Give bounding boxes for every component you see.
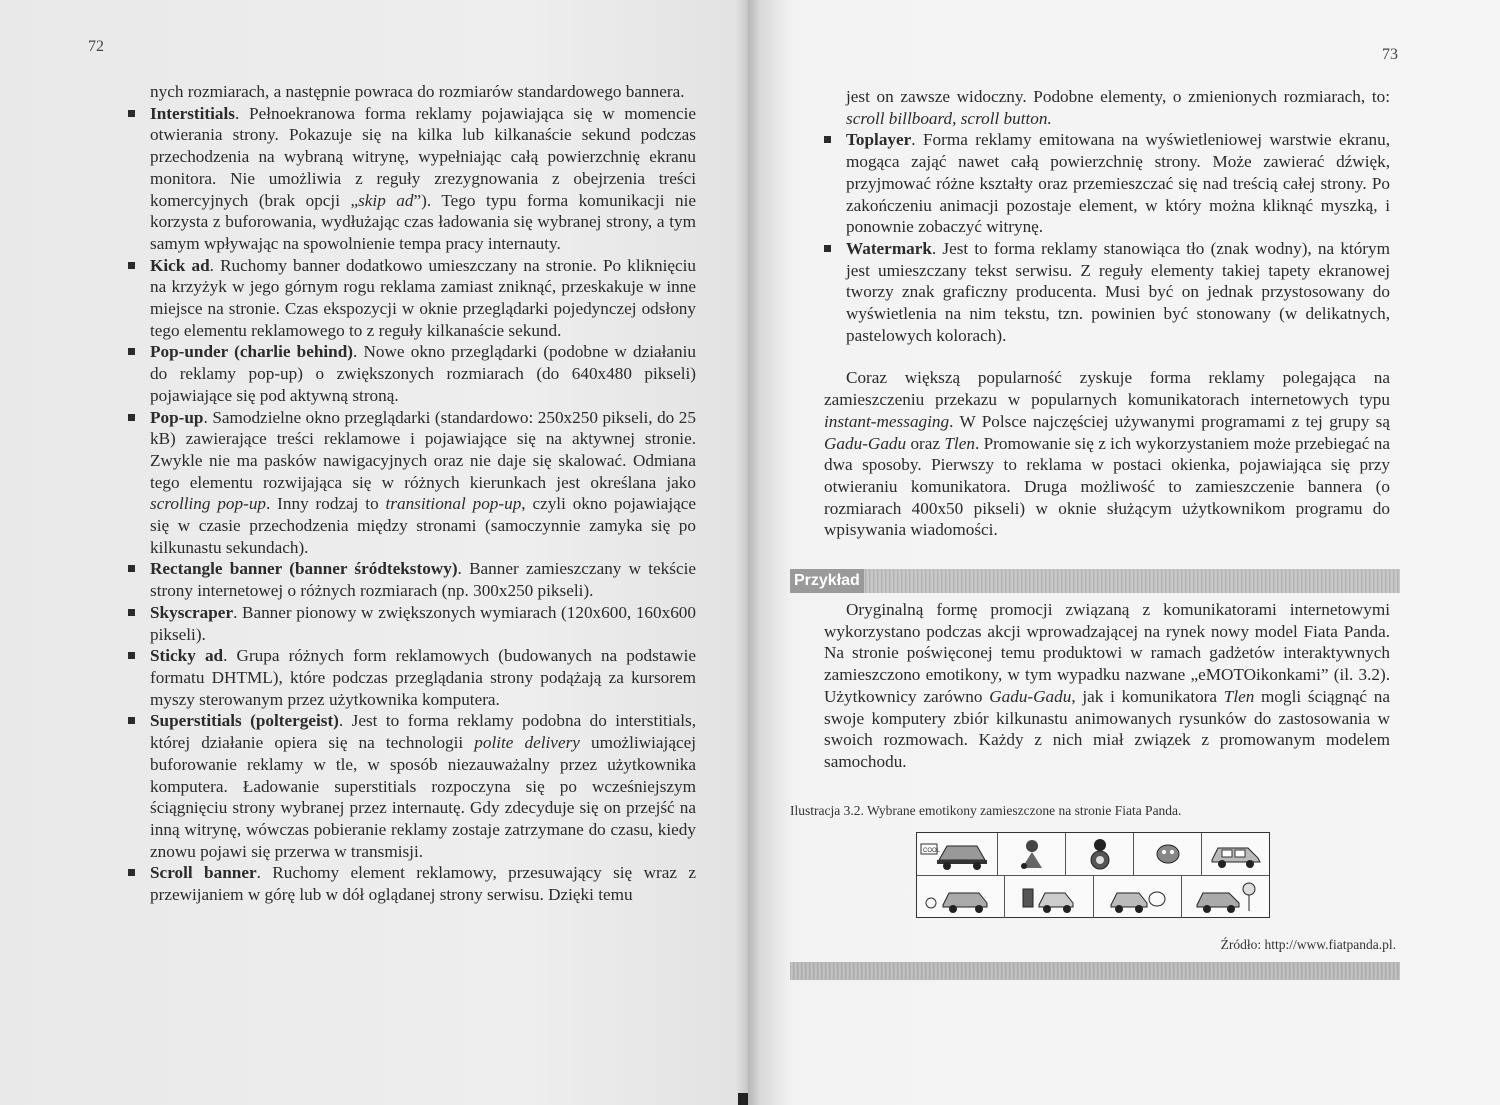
bullet-square-icon xyxy=(128,652,135,659)
list-item-rectangle-banner: Rectangle banner (banner śródtekstowy). Banner zamieszczany w tekście strony internetowej o różnych rozmiarach (np. 300x250 pikseli). xyxy=(128,558,696,601)
page-number-right: 73 xyxy=(1382,46,1398,63)
intro-continuation: nych rozmiarach, a następnie powraca do rozmiarów standardowego bannera. xyxy=(150,82,685,101)
car-with-sign-icon xyxy=(1182,876,1269,918)
car-with-bubble-icon xyxy=(1094,876,1182,918)
messenger-paragraph: Coraz większą popularność zyskuje forma reklamy polegająca na zamieszczeniu przekazu w popularnych komunikatorach internetowych typu instant-messaging. W Polsce najczęściej używanymi programami z tej grupy są Gadu-Gadu oraz Tlen. Promowanie się z ich wykorzystaniem może przebiegać na dwa sposoby. Pierwszy to reklama w postaci okienka, pojawiająca się przy otwieraniu komunikatora. Druga możliwość to zamieszczenie bannera (o rozmiarach 400x50 pikseli) w oknie służącym użytkownikom programu do wpisywania wiadomości. xyxy=(824,368,1390,540)
list-item-skyscraper: Skyscraper. Banner pionowy w zwiększonych wymiarach (120x600, 160x600 pikseli). xyxy=(128,602,696,645)
svg-text:COOL: COOL xyxy=(923,848,941,854)
car-with-mouse-icon xyxy=(917,876,1005,918)
list-item-toplayer: Toplayer. Forma reklamy emitowana na wyświetleniowej warstwie ekranu, mogąca zająć nawet całą powierzchnię strony. Może zawierać dźwięk, przyjmować różne kształty oraz przemieszczać się nad treścią całej strony. Po zakończeniu animacji pozostaje element, w który można kliknąć myszką, i ponownie zobaczyć witrynę. xyxy=(824,129,1390,238)
car-on-trailer-icon xyxy=(917,833,998,875)
character-with-tire-icon xyxy=(1066,833,1134,875)
figure-source: Źródło: http://www.fiatpanda.pl. xyxy=(1220,937,1396,952)
bullet-square-icon xyxy=(128,869,135,876)
example-footer-bar xyxy=(790,962,1400,980)
bullet-square-icon xyxy=(128,348,135,355)
bullet-square-icon xyxy=(128,110,135,117)
bullet-square-icon xyxy=(824,136,831,143)
bullet-square-icon xyxy=(128,414,135,421)
list-item-pop-up: Pop-up. Samodzielne okno przeglądarki (standardowo: 250x250 pikseli, do 25 kB) zawierające treści reklamowe i pojawiające się na aktywnej stronie. Zwykle nie ma pasków nawigacyjnych oraz nie daje się skalować. Odmiana tego elementu rozwijająca się w różnych kierunkach jest określana jako scrolling pop-up. Inny rodzaj to transitional pop-up, czyli okno pojawiające się w czasie przechodzenia między stronami (samoczynnie zamyka się po kilkunastu sekundach). xyxy=(128,407,696,559)
right-page-text xyxy=(824,86,1390,541)
bullet-square-icon xyxy=(128,262,135,269)
list-item-pop-under: Pop-under (charlie behind). Nowe okno przeglądarki (podobne w działaniu do reklamy pop-up) o zwiększonych rozmiarach (do 640x480 pikseli) pojawiające się pod aktywną stroną. xyxy=(128,341,696,406)
book-gutter xyxy=(736,0,760,1105)
left-page xyxy=(0,0,748,1105)
list-item-scroll-banner: Scroll banner. Ruchomy element reklamowy, przesuwający się wraz z przewijaniem w górę lub w dół oglądanej strony serwisu. Dzięki temu xyxy=(128,862,696,905)
example-header-bar xyxy=(790,569,1400,593)
figure-caption: Ilustracja 3.2. Wybrane emotikony zamieszczone na stronie Fiata Panda. xyxy=(790,803,1182,818)
bullet-square-icon xyxy=(128,717,135,724)
bullet-square-icon xyxy=(128,609,135,616)
bullet-square-icon xyxy=(128,565,135,572)
list-item-superstitials: Superstitials (poltergeist). Jest to forma reklamy podobna do interstitials, której działanie opiera się na technologii polite delivery umożliwiającej buforowanie reklamy w tle, w sposób niezauważalny przez użytkownika komputera. Ładowanie superstitials rozpoczyna się po wcześniejszym ściągnięciu strony wybranej przez internautę. Gdy zdecyduje się on przejść na inną witrynę, wówczas pobieranie reklamy zostaje zatrzymane do czasu, kiedy znowu pojawi się przerwa w transmisji. xyxy=(128,710,696,862)
list-item-watermark: Watermark. Jest to forma reklamy stanowiąca tło (znak wodny), na którym jest umieszczany tekst serwisu. Z reguły elementy takiej tapety ekranowej tworzy znak graficzny producenta. Musi być on jednak przystosowany do wyświetlenia na nim tekstu, tzn. powinien być stonowany (w delikatnych, pastelowych kolorach). xyxy=(824,238,1390,347)
list-item-interstitials: Interstitials. Pełnoekranowa forma reklamy pojawiająca się w momencie otwierania strony. Pokazuje się na kilka lub kilkanaście sekund podczas przechodzenia na wybraną witrynę, wypełniając całą powierzchnię ekranu monitora. Nie umożliwia z reguły zrezygnowania z obejrzenia treści komercyjnych (brak opcji „skip ad”). Tego typu forma komunikacji nie korzysta z buforowania, wydłużając czas ładowania się wybranej strony, a tym samym wpływając na spowolnienie tempa pracy internauty. xyxy=(128,103,696,255)
emoticon-figure xyxy=(916,832,1270,918)
binding-mark xyxy=(738,1093,748,1105)
bullet-square-icon xyxy=(824,245,831,252)
page-number-left: 72 xyxy=(88,38,104,55)
left-page-text xyxy=(128,81,696,906)
example-label: Przykład xyxy=(790,569,864,593)
car-icon xyxy=(1202,833,1269,875)
scroll-banner-continuation: jest on zawsze widoczny. Podobne elementy, o zmienionych rozmiarach, to: scroll billboard, scroll button. xyxy=(846,87,1390,128)
face-icon xyxy=(1134,833,1202,875)
list-item-kick-ad: Kick ad. Ruchomy banner dodatkowo umieszczany na stronie. Po kliknięciu na krzyżyk w jego górnym rogu reklama zamiast zniknąć, przeskakuje w inne miejsce na stronie. Czas ekspozycji w oknie przeglądarki pojedynczej odsłony tego elementu reklamowego to z reguły kilkanaście sekund. xyxy=(128,255,696,342)
example-paragraph: Oryginalną formę promocji związaną z komunikatorami internetowymi wykorzystano podczas akcji wprowadzającej na rynek nowy model Fiata Panda. Na stronie poświęconej temu produktowi w ramach gadżetów interaktywnych zamieszczono emotikony, w tym wypadku nazwane „eMOTOikonkami” (il. 3.2). Użytkownicy zarówno Gadu-Gadu, jak i komunikatora Tlen mogli ściągnąć na swoje komputery zbiór kilkunastu animowanych rysunków do zastosowania w swoich rozmowach. Każdy z nich miał związek z promowanym modelem samochodu. xyxy=(824,600,1390,771)
car-at-pump-icon xyxy=(1005,876,1093,918)
character-with-cone-icon xyxy=(998,833,1066,875)
list-item-sticky-ad: Sticky ad. Grupa różnych form reklamowych (budowanych na podstawie formatu DHTML), które podczas przeglądania strony podążają za kursorem myszy sterowanym przez użytkownika komputera. xyxy=(128,645,696,710)
right-page xyxy=(748,0,1500,1105)
